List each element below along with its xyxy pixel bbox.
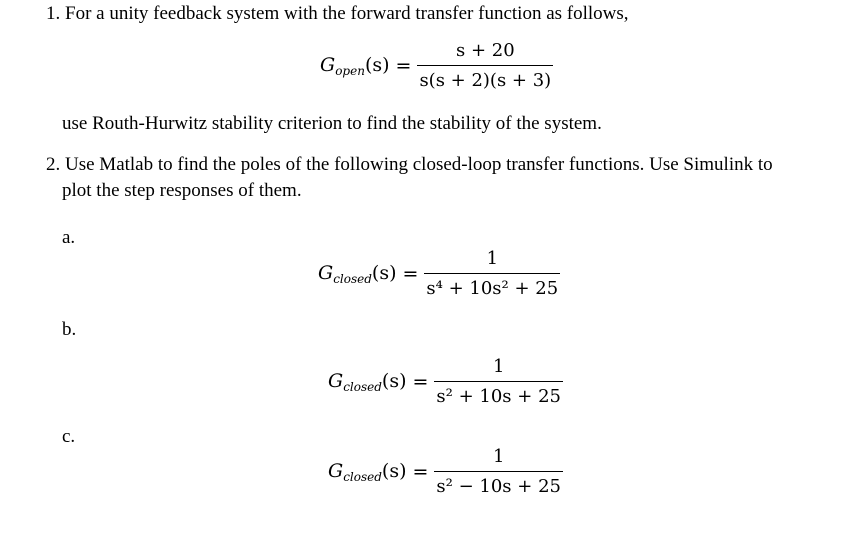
lhs-argument: (s) <box>371 262 397 284</box>
lhs-symbol: G <box>318 262 334 284</box>
fraction <box>434 356 563 408</box>
question-1-instruction: use Routh-Hurwitz stability criterion to find the stability of the system. <box>62 113 602 134</box>
equals-sign: = <box>402 263 419 285</box>
lhs-argument: (s) <box>364 54 390 76</box>
equals-sign: = <box>412 371 429 393</box>
fraction-bar <box>434 381 563 382</box>
numerator: 1 <box>492 446 505 467</box>
numerator: 1 <box>486 248 499 269</box>
equation-lhs <box>318 262 397 286</box>
denominator: s(s + 2)(s + 3) <box>419 70 552 91</box>
denominator: s² + 10s + 25 <box>436 386 561 407</box>
question-2-line-2: plot the step responses of them. <box>62 180 302 201</box>
fraction-bar <box>434 471 563 472</box>
lhs-argument: (s) <box>381 460 407 482</box>
lhs-subscript: closed <box>343 380 382 394</box>
equation-lhs <box>328 370 407 394</box>
fraction <box>434 446 563 498</box>
lhs-subscript: closed <box>333 272 372 286</box>
lhs-symbol: G <box>320 54 336 76</box>
part-c-label: c. <box>62 426 76 447</box>
part-a-label: a. <box>62 227 76 248</box>
denominator: s⁴ + 10s² + 25 <box>426 278 559 299</box>
question-1-text: 1. For a unity feedback system with the forward transfer function as follows, <box>46 3 629 24</box>
lhs-argument: (s) <box>381 370 407 392</box>
question-2-line-1: 2. Use Matlab to find the poles of the following closed-loop transfer functions. Use Simulink to <box>46 154 773 175</box>
open-loop-equation <box>320 40 553 92</box>
lhs-subscript: open <box>335 64 365 78</box>
part-b-equation <box>328 356 563 408</box>
equals-sign: = <box>412 461 429 483</box>
numerator: 1 <box>492 356 505 377</box>
numerator: s + 20 <box>455 40 515 61</box>
lhs-symbol: G <box>328 460 344 482</box>
equation-lhs <box>320 54 390 78</box>
fraction <box>424 248 560 300</box>
equals-sign: = <box>395 55 412 77</box>
lhs-symbol: G <box>328 370 344 392</box>
fraction <box>417 40 553 92</box>
part-a-equation <box>318 248 560 300</box>
part-b-label: b. <box>62 319 77 340</box>
denominator: s² − 10s + 25 <box>436 476 561 497</box>
fraction-bar <box>417 65 553 66</box>
equation-lhs <box>328 460 407 484</box>
fraction-bar <box>424 273 560 274</box>
lhs-subscript: closed <box>343 470 382 484</box>
part-c-equation <box>328 446 563 498</box>
